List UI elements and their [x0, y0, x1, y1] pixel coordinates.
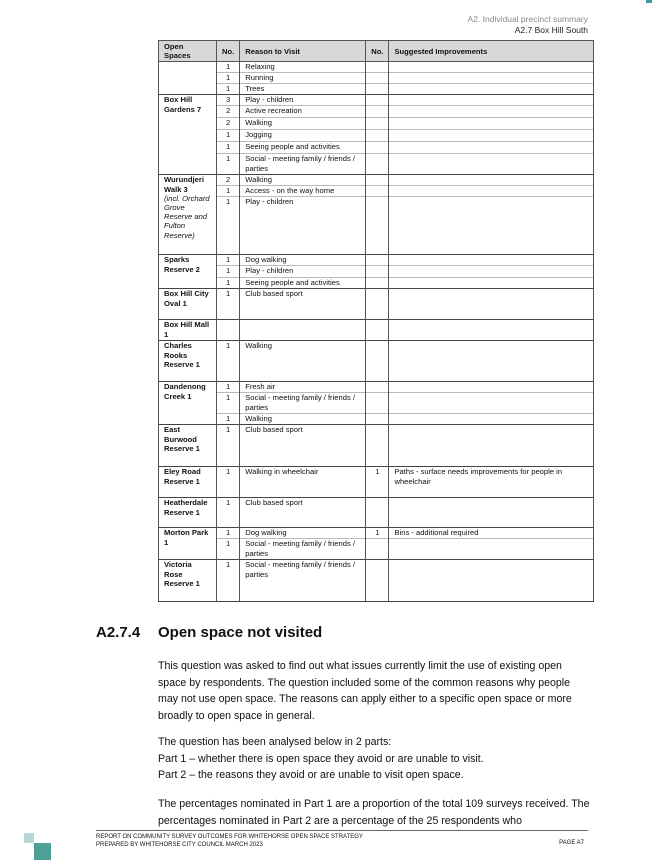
improvement-count: 1	[366, 467, 389, 498]
reason-count: 2	[217, 118, 240, 130]
col-header-improvements: Suggested Improvements	[389, 41, 594, 62]
open-space-name	[159, 289, 217, 320]
reason-count: 1	[217, 142, 240, 154]
reason-count: 1	[217, 382, 240, 393]
reason-to-visit: Running	[240, 73, 366, 84]
reason-count	[217, 320, 240, 341]
reason-to-visit: Seeing people and activities	[240, 278, 366, 289]
reason-to-visit: Active recreation	[240, 106, 366, 118]
reason-to-visit: Fresh air	[240, 382, 366, 393]
reason-to-visit: Access - on the way home	[240, 186, 366, 197]
improvement-count	[366, 142, 389, 154]
running-header	[468, 14, 588, 36]
open-space-name	[159, 320, 217, 341]
suggested-improvement	[389, 73, 594, 84]
open-space-name	[159, 528, 217, 560]
suggested-improvement	[389, 320, 594, 341]
table-row	[159, 73, 594, 84]
open-space-label: Sparks Reserve 2	[164, 255, 200, 274]
open-space-name	[159, 467, 217, 498]
improvement-count	[366, 425, 389, 467]
section-heading	[96, 624, 322, 641]
suggested-improvement	[389, 266, 594, 278]
table-row	[159, 425, 594, 467]
open-space-label: Heatherdale Reserve 1	[164, 498, 208, 517]
suggested-improvement	[389, 130, 594, 142]
improvement-count: 1	[366, 528, 389, 539]
section-number: A2.7.4	[96, 624, 141, 641]
reason-count: 1	[217, 498, 240, 528]
open-space-label: Eley Road Reserve 1	[164, 467, 201, 486]
improvement-count	[366, 393, 389, 414]
open-space-name	[159, 425, 217, 467]
open-space-label: Morton Park 1	[164, 528, 209, 547]
improvement-count	[366, 560, 389, 602]
table-body	[159, 62, 594, 602]
footer-report-title: REPORT ON COMMUNITY SURVEY OUTCOMES FOR WHITEHORSE OPEN SPACE STRATEGY	[96, 834, 363, 840]
improvement-count	[366, 175, 389, 186]
reason-to-visit: Seeing people and activities	[240, 142, 366, 154]
table-row	[159, 62, 594, 73]
open-space-name	[159, 175, 217, 255]
table-row	[159, 278, 594, 289]
reason-to-visit: Walking	[240, 118, 366, 130]
suggested-improvement	[389, 95, 594, 106]
reason-to-visit: Club based sport	[240, 425, 366, 467]
reason-count: 1	[217, 73, 240, 84]
reason-to-visit: Social - meeting family / friends / parties	[240, 539, 366, 560]
reason-to-visit: Dog walking	[240, 255, 366, 266]
improvement-count	[366, 266, 389, 278]
header-subsection: A2.7 Box Hill South	[514, 25, 588, 35]
footer-decoration-dark	[34, 843, 51, 860]
suggested-improvement: Bins - additional required	[389, 528, 594, 539]
open-space-name	[159, 382, 217, 425]
open-space-label: Victoria Rose Reserve 1	[164, 560, 200, 588]
reason-count: 1	[217, 84, 240, 95]
improvement-count	[366, 95, 389, 106]
reason-to-visit: Dog walking	[240, 528, 366, 539]
reason-to-visit: Play - children	[240, 266, 366, 278]
suggested-improvement	[389, 255, 594, 266]
reason-to-visit: Social - meeting family / friends / parties	[240, 393, 366, 414]
reason-count: 1	[217, 255, 240, 266]
improvement-count	[366, 320, 389, 341]
improvement-count	[366, 341, 389, 382]
open-space-label: Box Hill Gardens 7	[164, 95, 202, 114]
open-space-label: Dandenong Creek 1	[164, 382, 206, 401]
open-space-note: (incl. Orchard Grove Reserve and Fulton Reserve)	[164, 193, 210, 240]
reason-to-visit: Jogging	[240, 130, 366, 142]
improvement-count	[366, 73, 389, 84]
table-header-row	[159, 41, 594, 62]
reason-to-visit: Club based sport	[240, 498, 366, 528]
table-row	[159, 186, 594, 197]
analysis-part-1: Part 1 – whether there is open space they avoid or are unable to visit.	[158, 752, 484, 765]
table-row	[159, 95, 594, 106]
open-space-name	[159, 498, 217, 528]
table-row	[159, 320, 594, 341]
open-space-name	[159, 341, 217, 382]
improvement-count	[366, 382, 389, 393]
table-row	[159, 498, 594, 528]
suggested-improvement: Paths - surface needs improvements for people in wheelchair	[389, 467, 594, 498]
reason-count: 1	[217, 130, 240, 142]
reason-count: 1	[217, 414, 240, 425]
suggested-improvement	[389, 560, 594, 602]
analysis-intro: The question has been analysed below in 2 parts:	[158, 736, 392, 748]
section-title: Open space not visited	[158, 624, 323, 641]
col-header-no-2: No.	[366, 41, 389, 62]
reason-count: 1	[217, 425, 240, 467]
reason-to-visit: Club based sport	[240, 289, 366, 320]
suggested-improvement	[389, 175, 594, 186]
suggested-improvement	[389, 498, 594, 528]
analysis-part-2: Part 2 – the reasons they avoid or are unable to visit open space.	[158, 769, 464, 782]
improvement-count	[366, 278, 389, 289]
reason-count: 3	[217, 95, 240, 106]
suggested-improvement	[389, 425, 594, 467]
intro-paragraph: This question was asked to find out what issues currently limit the use of existing open space by respondents. The question included some of the common reasons why people may not use open space. The reasons can apply either to a specific open space or more broadly to open space in general.	[158, 660, 572, 722]
improvement-count	[366, 498, 389, 528]
reason-count: 1	[217, 539, 240, 560]
reason-count: 1	[217, 341, 240, 382]
open-space-label: Box Hill Mall 1	[164, 320, 210, 339]
table-row	[159, 341, 594, 382]
reason-count: 1	[217, 186, 240, 197]
table-row	[159, 382, 594, 393]
suggested-improvement	[389, 62, 594, 73]
improvement-count	[366, 118, 389, 130]
reason-count: 2	[217, 106, 240, 118]
reason-count: 1	[217, 62, 240, 73]
col-header-open-spaces: Open Spaces	[159, 41, 217, 62]
table-row	[159, 106, 594, 118]
table-row	[159, 130, 594, 142]
table-row	[159, 84, 594, 95]
reason-to-visit: Social - meeting family / friends / parties	[240, 560, 366, 602]
open-space-label: Box Hill City Oval 1	[164, 289, 209, 308]
table-row	[159, 266, 594, 278]
table-row	[159, 560, 594, 602]
suggested-improvement	[389, 393, 594, 414]
suggested-improvement	[389, 154, 594, 175]
suggested-improvement	[389, 382, 594, 393]
table-row	[159, 539, 594, 560]
footer-prepared-by: PREPARED BY WHITEHORSE CITY COUNCIL MARCH 2023	[96, 841, 263, 848]
table-row	[159, 142, 594, 154]
reason-to-visit: Relaxing	[240, 62, 366, 73]
suggested-improvement	[389, 118, 594, 130]
improvement-count	[366, 289, 389, 320]
reason-count: 1	[217, 197, 240, 255]
header-section: A2. Individual precinct summary	[467, 14, 588, 24]
open-space-name	[159, 255, 217, 289]
table-row	[159, 175, 594, 186]
reason-to-visit: Social - meeting family / friends / parties	[240, 154, 366, 175]
open-space-label: Charles Rooks Reserve 1	[164, 341, 200, 369]
improvement-count	[366, 106, 389, 118]
suggested-improvement	[389, 197, 594, 255]
reason-count: 2	[217, 175, 240, 186]
reason-count: 1	[217, 266, 240, 278]
percentages-paragraph: The percentages nominated in Part 1 are a proportion of the total 109 surveys received. The percentages nominated in Part 2 are a percentage of the 25 respondents who	[158, 798, 590, 827]
col-header-reason: Reason to Visit	[240, 41, 366, 62]
col-header-no: No.	[217, 41, 240, 62]
suggested-improvement	[389, 84, 594, 95]
improvement-count	[366, 255, 389, 266]
page-number: PAGE A7	[559, 840, 584, 846]
table-row	[159, 118, 594, 130]
reason-count: 1	[217, 528, 240, 539]
improvement-count	[366, 130, 389, 142]
open-space-name	[159, 560, 217, 602]
open-space-label: East Burwood Reserve 1	[164, 425, 200, 453]
reason-to-visit	[240, 320, 366, 341]
reason-count: 1	[217, 560, 240, 602]
reason-to-visit: Play - children	[240, 197, 366, 255]
analysis-paragraph	[158, 734, 590, 784]
suggested-improvement	[389, 289, 594, 320]
improvement-count	[366, 154, 389, 175]
reason-to-visit: Play - children	[240, 95, 366, 106]
improvement-count	[366, 539, 389, 560]
suggested-improvement	[389, 186, 594, 197]
table-row	[159, 289, 594, 320]
table-row	[159, 528, 594, 539]
corner-accent	[646, 0, 652, 3]
suggested-improvement	[389, 414, 594, 425]
page-footer	[96, 830, 588, 849]
table-row	[159, 197, 594, 255]
reason-to-visit: Walking	[240, 175, 366, 186]
table-row	[159, 154, 594, 175]
reason-count: 1	[217, 393, 240, 414]
table-row	[159, 255, 594, 266]
suggested-improvement	[389, 341, 594, 382]
reason-count: 1	[217, 278, 240, 289]
footer-decoration-light	[24, 833, 34, 843]
improvement-count	[366, 197, 389, 255]
table-row	[159, 414, 594, 425]
improvement-count	[366, 414, 389, 425]
reason-to-visit: Walking	[240, 341, 366, 382]
improvement-count	[366, 62, 389, 73]
open-spaces-table	[158, 40, 594, 602]
reason-count: 1	[217, 289, 240, 320]
reason-to-visit: Walking in wheelchair	[240, 467, 366, 498]
suggested-improvement	[389, 278, 594, 289]
reason-count: 1	[217, 154, 240, 175]
reason-to-visit: Walking	[240, 414, 366, 425]
open-space-name	[159, 62, 217, 95]
reason-to-visit: Trees	[240, 84, 366, 95]
suggested-improvement	[389, 106, 594, 118]
table-row	[159, 393, 594, 414]
improvement-count	[366, 84, 389, 95]
table-row	[159, 467, 594, 498]
improvement-count	[366, 186, 389, 197]
open-space-label: Wurundjeri Walk 3	[164, 175, 204, 194]
reason-count: 1	[217, 467, 240, 498]
open-space-name	[159, 95, 217, 175]
suggested-improvement	[389, 539, 594, 560]
suggested-improvement	[389, 142, 594, 154]
